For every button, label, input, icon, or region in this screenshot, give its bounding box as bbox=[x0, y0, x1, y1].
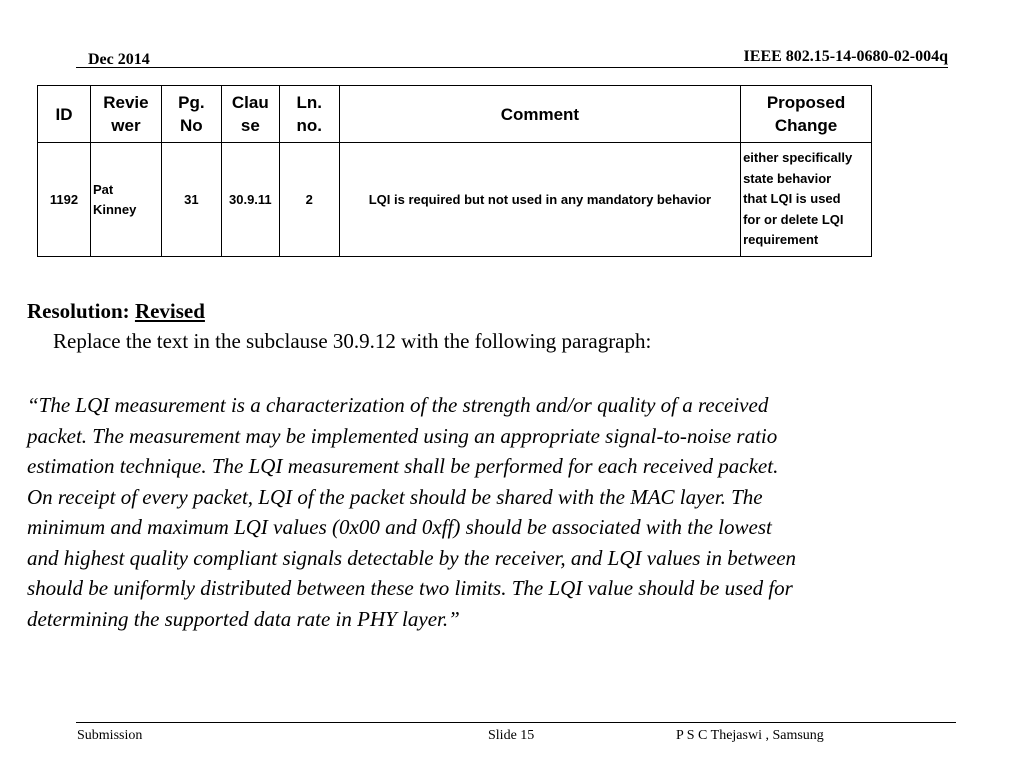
paragraph-line: “The LQI measurement is a characterization of the strength and/or quality of a received bbox=[27, 393, 769, 417]
paragraph-line: determining the supported data rate in PHY layer.” bbox=[27, 606, 460, 631]
footer-author: P S C Thejaswi , Samsung bbox=[676, 728, 824, 743]
header-reviewer: Revie wer bbox=[90, 86, 161, 143]
cell-page: 31 bbox=[161, 143, 221, 257]
header-id: ID bbox=[38, 86, 91, 143]
table-row bbox=[38, 143, 872, 257]
cell-reviewer: Pat Kinney bbox=[90, 143, 161, 257]
header-rule bbox=[76, 67, 948, 68]
cell-clause: 30.9.11 bbox=[221, 143, 279, 257]
cell-id: 1192 bbox=[38, 143, 91, 257]
header-date: Dec 2014 bbox=[88, 51, 150, 68]
paragraph-line: On receipt of every packet, LQI of the packet should be shared with the MAC layer. The bbox=[27, 484, 763, 509]
paragraph-line: and highest quality compliant signals detectable by the receiver, and LQI values in between bbox=[27, 545, 797, 570]
paragraph-line: estimation technique. The LQI measurement shall be performed for each received packet. bbox=[27, 454, 779, 478]
replacement-paragraph bbox=[27, 390, 987, 634]
resolution-instruction: Replace the text in the subclause 30.9.12 with the following paragraph: bbox=[53, 329, 652, 353]
paragraph-line: minimum and maximum LQI values (0x00 and 0xff) should be associated with the lowest bbox=[27, 515, 772, 539]
paragraph-line: packet. The measurement may be implemented using an appropriate signal-to-noise ratio bbox=[27, 423, 778, 448]
footer-submission: Submission bbox=[77, 728, 143, 743]
header-line-no: Ln. no. bbox=[279, 86, 339, 143]
header-clause: Clau se bbox=[221, 86, 279, 143]
cell-comment: LQI is required but not used in any mandatory behavior bbox=[339, 143, 740, 257]
header-document-id: IEEE 802.15-14-0680-02-004q bbox=[743, 48, 948, 65]
footer-slide-number: Slide 15 bbox=[488, 728, 535, 743]
paragraph-line: should be uniformly distributed between these two limits. The LQI value should be used for bbox=[27, 576, 793, 600]
header-proposed-change: Proposed Change bbox=[741, 86, 872, 143]
table-header-row bbox=[38, 86, 872, 143]
resolution-label: Resolution: bbox=[27, 299, 130, 323]
cell-proposed-change: either specifically state behavior that LQI is used for or delete LQI requirement bbox=[741, 143, 872, 257]
footer-rule bbox=[76, 722, 956, 723]
cell-line: 2 bbox=[279, 143, 339, 257]
header-comment: Comment bbox=[339, 86, 740, 143]
comment-table bbox=[37, 85, 872, 257]
resolution-value: Revised bbox=[134, 299, 205, 323]
header-page-no: Pg. No bbox=[161, 86, 221, 143]
resolution-heading bbox=[27, 299, 205, 324]
